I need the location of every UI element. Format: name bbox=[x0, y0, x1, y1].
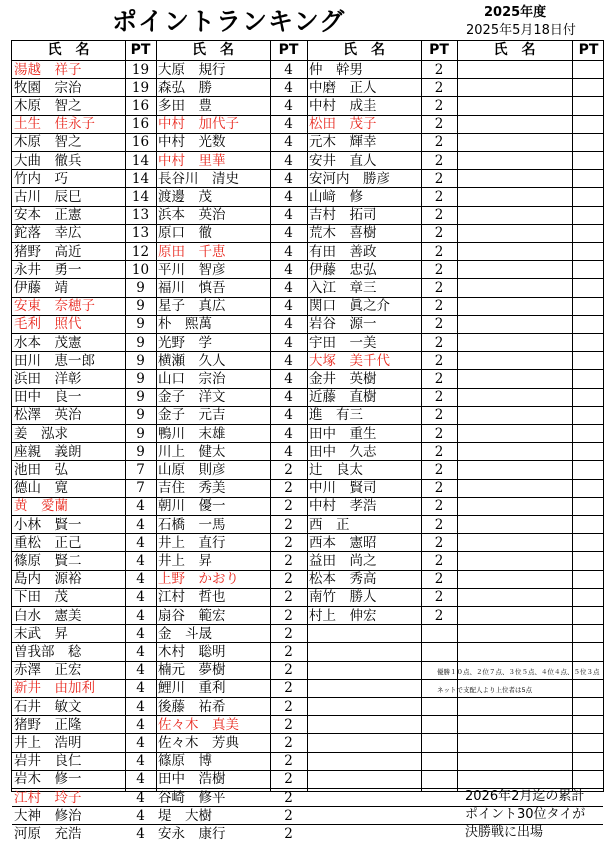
player-points: 4 bbox=[136, 680, 145, 697]
player-points: 4 bbox=[136, 789, 145, 806]
player-points: 16 bbox=[131, 134, 150, 151]
player-name: 平川 智彦 bbox=[158, 261, 226, 278]
player-points: 2 bbox=[434, 170, 444, 187]
player-name: 中村 光数 bbox=[158, 134, 226, 151]
player-points: 2 bbox=[434, 279, 444, 296]
player-points: 14 bbox=[131, 170, 150, 187]
player-name: 朝川 優一 bbox=[158, 498, 226, 515]
player-name: 井上 浩明 bbox=[14, 734, 82, 751]
player-name: 毛利 照代 bbox=[14, 316, 82, 333]
player-name: 光野 学 bbox=[158, 334, 212, 351]
player-name: 鯉川 重利 bbox=[158, 680, 226, 697]
player-name: 原口 徹 bbox=[158, 225, 212, 242]
player-name: 座親 義朗 bbox=[14, 443, 82, 460]
player-name: 江村 哲也 bbox=[158, 589, 226, 606]
player-points: 4 bbox=[284, 243, 293, 260]
player-points: 4 bbox=[136, 734, 145, 751]
player-name: 島内 源裕 bbox=[14, 571, 82, 588]
player-name: 江村 玲子 bbox=[14, 789, 82, 806]
player-name: 黄 愛蘭 bbox=[14, 498, 68, 515]
player-points: 4 bbox=[284, 134, 293, 151]
player-points: 2 bbox=[284, 734, 293, 751]
player-name: 德山 寛 bbox=[14, 480, 68, 497]
player-points: 19 bbox=[131, 79, 150, 96]
header-pt: PT bbox=[130, 42, 151, 58]
player-name: 大曲 徹兵 bbox=[14, 152, 82, 169]
net-rule-note: ネットで支配人より上位者は5点 bbox=[437, 685, 533, 694]
player-points: 2 bbox=[434, 443, 444, 460]
player-points: 2 bbox=[284, 552, 293, 569]
player-points: 4 bbox=[136, 662, 145, 679]
player-name: 中村 成圭 bbox=[309, 97, 377, 114]
player-points: 2 bbox=[434, 225, 444, 242]
player-points: 2 bbox=[284, 516, 293, 533]
player-name: 安本 正憲 bbox=[14, 207, 82, 224]
player-name: 横瀬 久人 bbox=[158, 352, 226, 369]
player-points: 4 bbox=[136, 807, 145, 824]
player-name: 新井 由加利 bbox=[14, 680, 95, 697]
player-name: 松澤 英治 bbox=[14, 407, 82, 424]
player-name: 河原 充浩 bbox=[14, 825, 82, 842]
final-qualification-note: ポイント30位タイが bbox=[465, 807, 586, 823]
header-name: 氏 名 bbox=[493, 42, 536, 58]
player-name: 南竹 勝人 bbox=[309, 589, 377, 606]
player-points: 4 bbox=[284, 334, 293, 351]
player-name: 鴨川 末雄 bbox=[158, 425, 226, 442]
player-points: 2 bbox=[284, 716, 293, 733]
player-points: 2 bbox=[284, 498, 293, 515]
player-points: 2 bbox=[434, 425, 444, 442]
player-points: 9 bbox=[136, 389, 145, 406]
player-name: 石井 敏文 bbox=[14, 698, 82, 715]
player-points: 2 bbox=[284, 571, 293, 588]
player-points: 4 bbox=[136, 753, 145, 770]
player-name: 伊藤 忠弘 bbox=[309, 261, 377, 278]
player-name: 荒木 喜樹 bbox=[309, 225, 377, 242]
player-name: 曽我部 稔 bbox=[14, 643, 82, 660]
player-name: 石橋 一馬 bbox=[158, 516, 226, 533]
player-name: 関口 眞之介 bbox=[309, 298, 390, 315]
player-name: 川上 健太 bbox=[158, 443, 226, 460]
player-name: 西本 憲昭 bbox=[309, 534, 377, 551]
player-points: 4 bbox=[136, 498, 145, 515]
player-points: 9 bbox=[136, 298, 145, 315]
player-name: 益田 尚之 bbox=[309, 552, 377, 569]
player-name: 井上 昇 bbox=[158, 552, 212, 569]
player-points: 2 bbox=[284, 680, 293, 697]
player-name: 大塚 美千代 bbox=[309, 352, 390, 369]
player-name: 田川 恵一郎 bbox=[14, 352, 95, 369]
player-points: 4 bbox=[136, 534, 145, 551]
player-points: 7 bbox=[136, 461, 145, 478]
player-points: 16 bbox=[131, 97, 150, 114]
final-qualification-note: 2026年2月迄の累計 bbox=[465, 789, 585, 804]
final-qualification-note: 決勝戦に出場 bbox=[465, 825, 544, 841]
fiscal-year: 2025年度 bbox=[484, 5, 547, 20]
player-points: 4 bbox=[284, 443, 293, 460]
player-name: 山﨑 修 bbox=[309, 188, 363, 205]
player-points: 19 bbox=[131, 61, 150, 78]
player-points: 2 bbox=[434, 571, 444, 588]
player-name: 水本 茂憲 bbox=[14, 334, 82, 351]
player-points: 4 bbox=[284, 207, 293, 224]
player-points: 2 bbox=[434, 97, 444, 114]
player-name: 渡邊 茂 bbox=[158, 188, 212, 205]
player-points: 2 bbox=[284, 789, 293, 806]
player-name: 永井 勇一 bbox=[14, 261, 82, 278]
player-name: 多田 豊 bbox=[158, 97, 212, 114]
player-points: 2 bbox=[434, 389, 444, 406]
header-pt: PT bbox=[429, 42, 449, 58]
player-name: 松本 秀高 bbox=[309, 571, 377, 588]
player-points: 4 bbox=[284, 425, 293, 442]
player-name: 佐々木 真美 bbox=[158, 716, 239, 733]
player-name: 有田 善政 bbox=[309, 243, 377, 260]
player-points: 2 bbox=[434, 480, 444, 497]
player-name: 大原 規行 bbox=[158, 61, 226, 78]
player-name: 進 有三 bbox=[309, 407, 363, 424]
player-name: 後藤 祐希 bbox=[158, 698, 226, 715]
player-points: 2 bbox=[434, 498, 444, 515]
player-points: 4 bbox=[284, 61, 293, 78]
player-name: 金子 洋文 bbox=[158, 389, 226, 406]
player-name: 中村 里華 bbox=[158, 152, 226, 169]
player-points: 2 bbox=[284, 807, 293, 824]
player-points: 2 bbox=[284, 461, 293, 478]
player-points: 4 bbox=[284, 316, 293, 333]
player-points: 2 bbox=[434, 370, 444, 387]
player-points: 4 bbox=[136, 516, 145, 533]
player-name: 中川 賢司 bbox=[309, 480, 377, 497]
player-points: 9 bbox=[136, 443, 145, 460]
player-name: 宇田 一美 bbox=[309, 334, 377, 351]
player-name: 木村 聡明 bbox=[158, 643, 226, 660]
player-points: 2 bbox=[284, 607, 293, 624]
player-name: 岩谷 源一 bbox=[309, 316, 377, 333]
player-points: 4 bbox=[136, 825, 145, 842]
player-name: 吉住 秀美 bbox=[158, 480, 226, 497]
player-points: 7 bbox=[136, 480, 145, 497]
player-points: 9 bbox=[136, 370, 145, 387]
player-points: 2 bbox=[284, 643, 293, 660]
player-points: 9 bbox=[136, 407, 145, 424]
player-name: 松田 茂子 bbox=[309, 116, 377, 133]
player-name: 姜 泓求 bbox=[14, 425, 68, 442]
player-name: 西 正 bbox=[309, 516, 350, 533]
player-name: 岩井 良仁 bbox=[14, 753, 82, 770]
player-points: 4 bbox=[284, 407, 293, 424]
player-points: 4 bbox=[284, 116, 293, 133]
player-points: 2 bbox=[434, 334, 444, 351]
player-name: 谷崎 修平 bbox=[158, 789, 226, 806]
player-points: 9 bbox=[136, 352, 145, 369]
player-points: 2 bbox=[434, 352, 444, 369]
player-points: 9 bbox=[136, 279, 145, 296]
player-points: 2 bbox=[284, 825, 293, 842]
player-name: 吉村 拓司 bbox=[309, 207, 377, 224]
player-name: 朴 熙萬 bbox=[158, 316, 212, 333]
player-name: 山口 宗治 bbox=[158, 370, 226, 387]
player-points: 2 bbox=[434, 116, 444, 133]
player-name: 池田 弘 bbox=[14, 461, 68, 478]
player-points: 4 bbox=[136, 771, 145, 788]
player-points: 2 bbox=[284, 753, 293, 770]
player-name: 村上 伸宏 bbox=[309, 607, 377, 624]
player-name: 竹内 巧 bbox=[14, 170, 68, 187]
player-points: 2 bbox=[434, 188, 444, 205]
player-points: 4 bbox=[284, 188, 293, 205]
player-points: 2 bbox=[434, 79, 444, 96]
player-name: 田中 久志 bbox=[309, 443, 377, 460]
player-name: 森弘 勝 bbox=[158, 79, 212, 96]
player-points: 16 bbox=[131, 116, 150, 133]
player-points: 4 bbox=[136, 643, 145, 660]
player-name: 田中 浩樹 bbox=[158, 771, 226, 788]
header-pt: PT bbox=[278, 42, 299, 58]
player-name: 田中 重生 bbox=[309, 425, 377, 442]
page-title: ポイントランキング bbox=[112, 7, 346, 36]
player-points: 2 bbox=[434, 298, 444, 315]
player-name: 赤澤 正宏 bbox=[14, 662, 82, 679]
player-points: 2 bbox=[434, 243, 444, 260]
player-points: 4 bbox=[284, 97, 293, 114]
player-name: 長谷川 清史 bbox=[158, 170, 239, 187]
player-points: 4 bbox=[284, 79, 293, 96]
player-name: 湯越 祥子 bbox=[14, 61, 82, 78]
player-name: 入江 章三 bbox=[309, 279, 377, 296]
player-points: 9 bbox=[136, 334, 145, 351]
player-name: 白水 憲美 bbox=[14, 607, 82, 624]
player-name: 田中 良一 bbox=[14, 389, 82, 406]
player-points: 4 bbox=[284, 298, 293, 315]
player-points: 4 bbox=[136, 625, 145, 642]
player-points: 2 bbox=[434, 534, 444, 551]
player-name: 辻 良太 bbox=[309, 461, 363, 478]
player-name: 堤 大樹 bbox=[158, 807, 212, 824]
player-points: 2 bbox=[284, 625, 293, 642]
player-points: 4 bbox=[284, 261, 293, 278]
player-name: 末武 昇 bbox=[14, 625, 68, 642]
player-name: 鉈落 幸広 bbox=[14, 225, 82, 242]
player-points: 10 bbox=[131, 261, 150, 278]
player-name: 金井 英樹 bbox=[309, 370, 377, 387]
player-points: 4 bbox=[136, 552, 145, 569]
player-points: 4 bbox=[136, 698, 145, 715]
player-points: 4 bbox=[136, 716, 145, 733]
player-points: 13 bbox=[131, 207, 150, 224]
player-points: 4 bbox=[136, 571, 145, 588]
player-name: 金 斗晟 bbox=[158, 625, 212, 642]
player-points: 12 bbox=[131, 243, 150, 260]
player-name: 浜本 英治 bbox=[158, 207, 226, 224]
player-points: 2 bbox=[434, 316, 444, 333]
player-name: 上野 かおり bbox=[158, 571, 239, 588]
player-points: 9 bbox=[136, 425, 145, 442]
player-points: 2 bbox=[284, 480, 293, 497]
player-points: 2 bbox=[434, 152, 444, 169]
player-points: 4 bbox=[284, 352, 293, 369]
player-name: 仲 幹男 bbox=[309, 61, 363, 78]
player-name: 元木 輝幸 bbox=[309, 134, 377, 151]
player-name: 安永 康行 bbox=[158, 825, 226, 842]
player-points: 2 bbox=[284, 698, 293, 715]
player-points: 13 bbox=[131, 225, 150, 242]
player-name: 伊藤 靖 bbox=[14, 279, 68, 296]
player-name: 牧園 宗治 bbox=[14, 79, 82, 96]
player-name: 安東 奈穂子 bbox=[14, 298, 95, 315]
player-points: 2 bbox=[434, 607, 444, 624]
player-points: 2 bbox=[284, 534, 293, 551]
player-name: 原田 千恵 bbox=[158, 243, 226, 260]
player-points: 4 bbox=[284, 370, 293, 387]
player-name: 金子 元吉 bbox=[158, 407, 226, 424]
ranking-table bbox=[11, 40, 604, 842]
header-pt: PT bbox=[578, 42, 599, 58]
player-name: 中村 加代子 bbox=[158, 116, 239, 133]
player-points: 2 bbox=[434, 207, 444, 224]
player-name: 木原 智之 bbox=[14, 97, 82, 114]
player-name: 安井 直人 bbox=[309, 152, 377, 169]
player-name: 近藤 直樹 bbox=[309, 389, 377, 406]
player-points: 4 bbox=[284, 225, 293, 242]
player-name: 扇谷 範宏 bbox=[158, 607, 226, 624]
player-name: 浜田 洋彰 bbox=[14, 370, 82, 387]
player-name: 中村 孝浩 bbox=[309, 498, 377, 515]
player-name: 山原 則彦 bbox=[158, 461, 226, 478]
player-points: 4 bbox=[136, 607, 145, 624]
player-name: 篠原 博 bbox=[158, 753, 212, 770]
as-of-date: 2025年5月18日付 bbox=[466, 23, 576, 38]
player-name: 猪野 正隆 bbox=[14, 716, 82, 733]
header-name: 氏 名 bbox=[47, 42, 90, 58]
player-points: 4 bbox=[284, 389, 293, 406]
player-name: 大神 修治 bbox=[14, 807, 82, 824]
player-points: 2 bbox=[434, 261, 444, 278]
player-points: 4 bbox=[136, 589, 145, 606]
player-points: 2 bbox=[284, 589, 293, 606]
player-name: 中磨 正人 bbox=[309, 79, 377, 96]
player-name: 篠原 賢二 bbox=[14, 552, 82, 569]
player-name: 木原 智之 bbox=[14, 134, 82, 151]
player-name: 小林 賢一 bbox=[14, 516, 82, 533]
player-name: 井上 直行 bbox=[158, 534, 226, 551]
header-name: 氏 名 bbox=[192, 42, 234, 58]
player-name: 古川 辰巳 bbox=[14, 188, 82, 205]
player-points: 2 bbox=[434, 516, 444, 533]
player-points: 2 bbox=[434, 589, 444, 606]
player-name: 猪野 高近 bbox=[14, 243, 82, 260]
player-name: 楠元 夢樹 bbox=[158, 662, 226, 679]
player-name: 佐々木 芳典 bbox=[158, 734, 239, 751]
player-points: 2 bbox=[434, 61, 444, 78]
player-name: 福川 慎吾 bbox=[158, 279, 226, 296]
player-points: 14 bbox=[131, 152, 150, 169]
player-points: 14 bbox=[131, 188, 150, 205]
player-points: 2 bbox=[434, 407, 444, 424]
player-name: 下田 茂 bbox=[14, 589, 68, 606]
player-points: 2 bbox=[434, 552, 444, 569]
player-name: 土生 佳永子 bbox=[14, 116, 95, 133]
player-points: 4 bbox=[284, 152, 293, 169]
player-points: 4 bbox=[284, 170, 293, 187]
player-name: 星子 真広 bbox=[158, 298, 226, 315]
player-points: 2 bbox=[434, 134, 444, 151]
player-name: 岩木 修一 bbox=[14, 771, 82, 788]
points-rule-note: 優勝１０点、２位７点、３位５点、４位４点、５位３点 bbox=[437, 667, 600, 676]
player-name: 安河内 勝彦 bbox=[309, 170, 390, 187]
player-points: 9 bbox=[136, 316, 145, 333]
header-name: 氏 名 bbox=[343, 42, 385, 58]
player-points: 2 bbox=[284, 771, 293, 788]
player-points: 4 bbox=[284, 279, 293, 296]
player-points: 2 bbox=[434, 461, 444, 478]
player-name: 重松 正己 bbox=[14, 534, 82, 551]
player-points: 2 bbox=[284, 662, 293, 679]
